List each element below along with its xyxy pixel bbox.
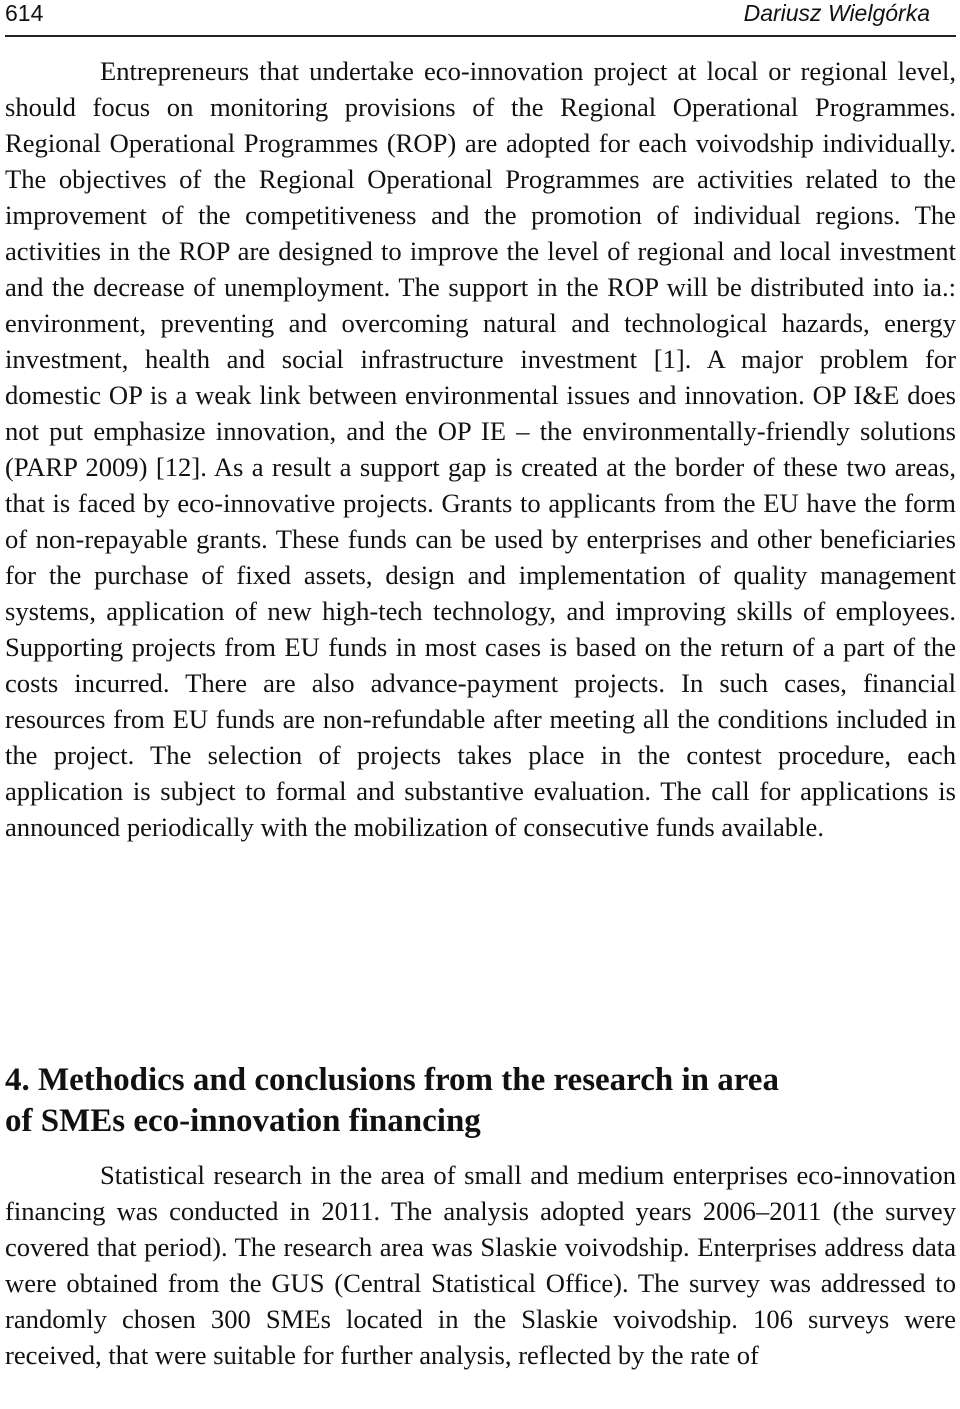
section-heading-line-2: of SMEs eco-innovation financing [5, 1103, 481, 1139]
body-paragraph-rop: Entrepreneurs that undertake eco-innovation project at local or regional level, should focus on monitoring provisions of the Regional Operational Programmes. Regional Operational Programmes (ROP) are adopted for each voivodship individually. The objectives of the Regional Operational Programmes are activities related to the improvement of the competitiveness and the promotion of individual regions. The activities in the ROP are designed to improve the level of regional and local investment and the decrease of unemployment. The support in the ROP will be distributed into ia.: environment, preventing and overcoming natural and technological hazards, energy investment, health and social infrastructure investment [1]. A major problem for domestic OP is a weak link between environmental issues and innovation. OP I&E does not put emphasize innovation, and the OP IE – the environmentally-friendly solutions (PARP 2009) [12]. As a result a support gap is created at the border of these two areas, that is faced by eco-innovative projects. Grants to applicants from the EU have the form of non-repayable grants. These funds can be used by enterprises and other beneficiaries for the purchase of fixed assets, design and implementation of quality management systems, application of new high-tech technology, and improving skills of employees. Supporting projects from EU funds in most cases is based on the return of a part of the costs incurred. There are also advance-payment projects. In such cases, financial resources from EU funds are non-refundable after meeting all the conditions included in the project. The selection of projects takes place in the contest procedure, each application is subject to formal and substantive evaluation. The call for applications is announced periodically with the mobilization of consecutive funds available. [5, 56, 956, 842]
page-number: 614 [5, 0, 44, 26]
document-page [5, 0, 956, 1370]
section-heading-line-1: 4. Methodics and conclusions from the research in area [5, 1062, 779, 1098]
running-header [5, 0, 956, 37]
running-author: Dariusz Wielgórka [743, 0, 930, 26]
body-paragraph-research: Statistical research in the area of small and medium enterprises eco-innovation financing was conducted in 2011. The analysis adopted years 2006–2011 (the survey covered that period). The research area was Slaskie voivodship. Enterprises address data were obtained from the GUS (Central Statistical Office). The survey was addressed to randomly chosen 300 SMEs located in the Slaskie voivodship. 106 surveys were received, that were suitable for further analysis, reflected by the rate of [5, 1160, 956, 1370]
section-heading [5, 1060, 956, 1142]
